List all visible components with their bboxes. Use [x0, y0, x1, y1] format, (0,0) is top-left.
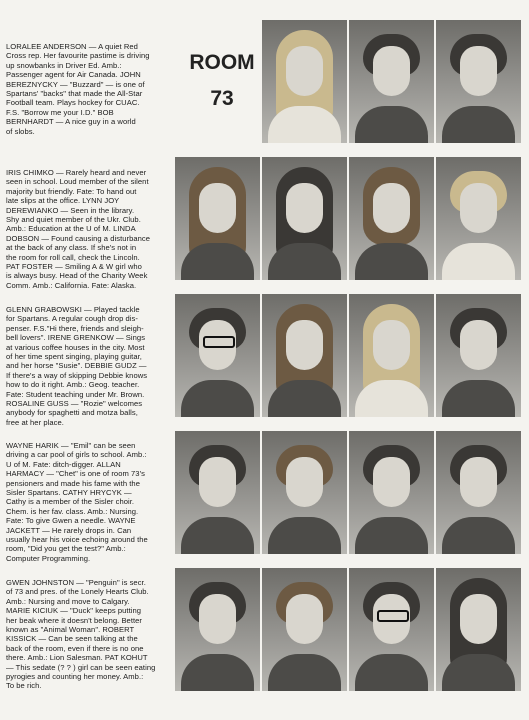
portrait-photo: [262, 568, 347, 691]
room-number: 73: [210, 87, 234, 110]
portrait-photo: [175, 157, 260, 280]
portrait-photo: [436, 294, 521, 417]
caption-row-2: IRIS CHIMKO — Rarely heard and never seen in school. Loud member of the silent majority but friendly. Fate: To hand out late slips at the office. LYNN JOY DEREWIANKO — Seen in the library. Shy and quiet member of the Ukr. Club. Amb.: Education at the U of M. LINDA DOBSON — Found causing a disturbance at the back of any class. If she's not in the room for roll call, check the Lincoln. PAT FOSTER — Smiling A & W girl who is always busy. Head of the Charity Week Comm. Amb.: California. Fate: Alaska.: [6, 168, 151, 290]
portrait-photo: [349, 157, 434, 280]
portrait-photo: [262, 294, 347, 417]
portrait-photo: [175, 568, 260, 691]
portrait-photo: [436, 431, 521, 554]
portrait-photo: [262, 157, 347, 280]
portrait-photo: [436, 20, 521, 143]
portrait-photo: [349, 294, 434, 417]
portrait-photo: [349, 20, 434, 143]
portrait-photo: [436, 568, 521, 691]
caption-row-5: GWEN JOHNSTON — "Penguin" is secr. of 73 and pres. of the Lonely Hearts Club. Amb.: Nursing and move to Calgary. MARIE KICIUK — "Duck" keeps putting her beak where it doesn't belong. Better known as "Animal Woman". ROBERT KISSICK — Can be seen talking at the back of the room, even if there is no one there. Amb.: Lion Salesman. PAT KOHUT — This sedate (? ? ) girl can be seen eating pyrogies and counting her money. Amb.: To be rich.: [6, 578, 156, 691]
portrait-photo: [175, 431, 260, 554]
caption-row-3: GLENN GRABOWSKI — Played tackle for Spartans. A regular cough drop dis- penser. F.S."Hi there, friends and sleigh- bell lovers". IRENE GRENKOW — Sings at various coffee houses in the city. Most of her time spent singing, playing guitar, and her horse "Susie". DEBBIE GUDZ — If there's a way of skipping Debbie knows how to do it right. Amb.: Geog. teacher. Fate: Student teaching under Mr. Brown. ROSALINE GUSS — "Rozie" welcomes anybody for spaghetti and motza balls, free at her place.: [6, 305, 148, 427]
portrait-photo: [436, 157, 521, 280]
portrait-photo: [262, 20, 347, 143]
caption-row-1: LORALEE ANDERSON — A quiet Red Cross rep. Her favourite pastime is driving up snowbanks in Driver Ed. Amb.: Passenger agent for Air Canada. JOHN BEREZNYCKY — "Buzzard" — is one of Spartans' "backs" that made the All-Star Football team. Plays hockey for CUAC. F.S. "Borrow me your I.D." BOB BERNHARDT — A nice guy in a world of slobs.: [6, 42, 150, 136]
portrait-photo: [349, 568, 434, 691]
portrait-photo: [349, 431, 434, 554]
portrait-photo: [175, 294, 260, 417]
room-word: ROOM: [189, 51, 255, 74]
caption-row-4: WAYNE HARIK — "Emil" can be seen driving a car pool of girls to school. Amb.: U of M. Fate: ditch-digger. ALLAN HARMACY — "Chet" is one of room 73's pensioners and made his fame with the Sisler Spartans. CATHY HRYCYK — Cathy is a member of the Sisler choir. Chem. is her fav. class. Amb.: Nursing. Fate: To give Gwen a needle. WAYNE JACKETT — He rarely drops in. Can usually hear his voice echoing around the room, "Did you get the test?" Amb.: Computer Programming.: [6, 441, 148, 563]
portrait-photo: [262, 431, 347, 554]
